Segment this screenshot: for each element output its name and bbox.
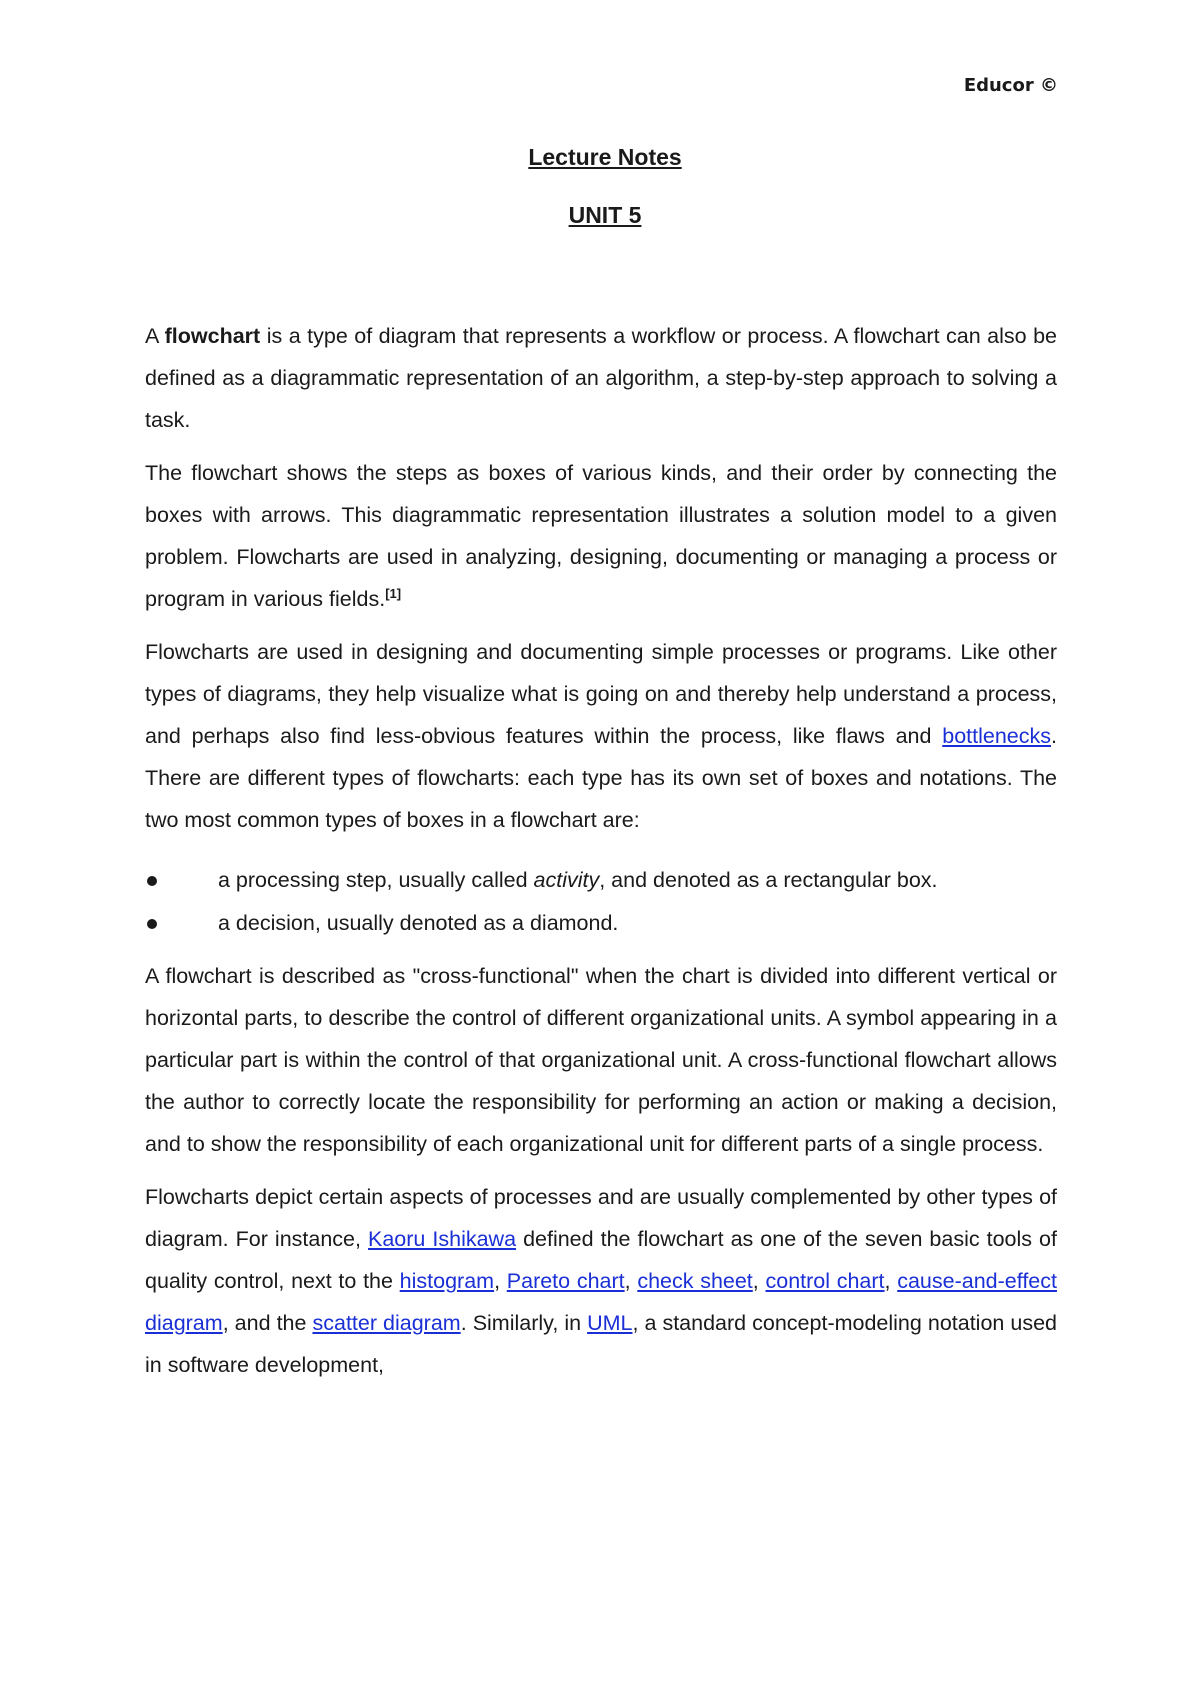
citation-ref: [1] xyxy=(385,586,402,601)
paragraph-intro xyxy=(145,315,1057,441)
link-bottlenecks[interactable]: bottlenecks xyxy=(942,724,1052,748)
title-block xyxy=(0,143,1200,229)
link-histogram[interactable]: histogram xyxy=(399,1269,495,1293)
paragraph-cross-functional xyxy=(145,955,1057,1165)
link-control-chart[interactable]: control chart xyxy=(765,1269,885,1293)
b2-text: a decision, usually denoted as a diamond. xyxy=(218,911,619,935)
p3-text-b: . There are different types of flowcharts: each type has its own set of boxes and notations. The two most common types of boxes in a flowchart are: xyxy=(145,724,1057,832)
unit-title: UNIT 5 xyxy=(568,202,642,228)
list-item xyxy=(145,859,1057,902)
b1-text-a: a processing step, usually called xyxy=(218,868,534,892)
p5-text-8: . Similarly, in xyxy=(460,1311,588,1335)
link-cause-and-effect-diagram[interactable]: cause-and-effect diagram xyxy=(145,1269,1057,1335)
p4-text: A flowchart is described as "cross-functional" when the chart is divided into different vertical or horizontal parts, to describe the control of different organizational units. A symbol appearing in a particular part is within the control of that organizational unit. A cross-functional flowchart allows the author to correctly locate the responsibility for performing an action or making a decision, and to show the responsibility of each organizational unit for different parts of a single process. xyxy=(145,964,1057,1156)
p1-text-a: A xyxy=(145,324,165,348)
link-kaoru-ishikawa[interactable]: Kaoru Ishikawa xyxy=(368,1227,517,1251)
b1-text-b: , and denoted as a rectangular box. xyxy=(599,868,938,892)
p5-text-7: , and the xyxy=(222,1311,313,1335)
p5-text-3: , xyxy=(494,1269,507,1293)
p5-text-9: , a standard concept-modeling notation used in software development, xyxy=(145,1311,1058,1377)
header-brand: Educor © xyxy=(963,75,1058,96)
p5-text-2: defined the flowchart as one of the seven basic tools of quality control, next to the xyxy=(145,1227,1057,1293)
b1-italic-term: activity xyxy=(533,868,600,892)
p5-text-1: Flowcharts depict certain aspects of processes and are usually complemented by other types of diagram. For instance, xyxy=(145,1185,1057,1251)
bullet-dot-icon xyxy=(147,876,157,886)
list-item xyxy=(145,902,1057,945)
bullet-dot-icon xyxy=(147,919,157,929)
body-content xyxy=(145,315,1057,1397)
link-uml[interactable]: UML xyxy=(587,1311,633,1335)
p5-text-6: , xyxy=(884,1269,898,1293)
link-pareto-chart[interactable]: Pareto chart xyxy=(506,1269,625,1293)
p1-text-b: is a type of diagram that represents a workflow or process. A flowchart can also be defined as a diagrammatic representation of an algorithm, a step-by-step approach to solving a task. xyxy=(145,324,1057,432)
paragraph-quality-tools xyxy=(145,1176,1057,1386)
page-title: Lecture Notes xyxy=(528,144,682,170)
paragraph-steps xyxy=(145,452,1057,620)
paragraph-usage xyxy=(145,631,1057,841)
link-check-sheet[interactable]: check sheet xyxy=(637,1269,753,1293)
p5-text-5: , xyxy=(752,1269,766,1293)
p3-text-a: Flowcharts are used in designing and documenting simple processes or programs. Like other types of diagrams, they help visualize what is going on and thereby help understand a process, and perhaps also find less-obvious features within the process, like flaws and xyxy=(145,640,1057,748)
box-types-list xyxy=(145,859,1057,945)
p1-bold-term: flowchart xyxy=(164,324,261,348)
p2-text: The flowchart shows the steps as boxes of various kinds, and their order by connecting the boxes with arrows. This diagrammatic representation illustrates a solution model to a given problem. Flowcharts are used in analyzing, designing, documenting or managing a process or program in various fields. xyxy=(145,461,1057,611)
link-scatter-diagram[interactable]: scatter diagram xyxy=(312,1311,461,1335)
p5-text-4: , xyxy=(624,1269,638,1293)
